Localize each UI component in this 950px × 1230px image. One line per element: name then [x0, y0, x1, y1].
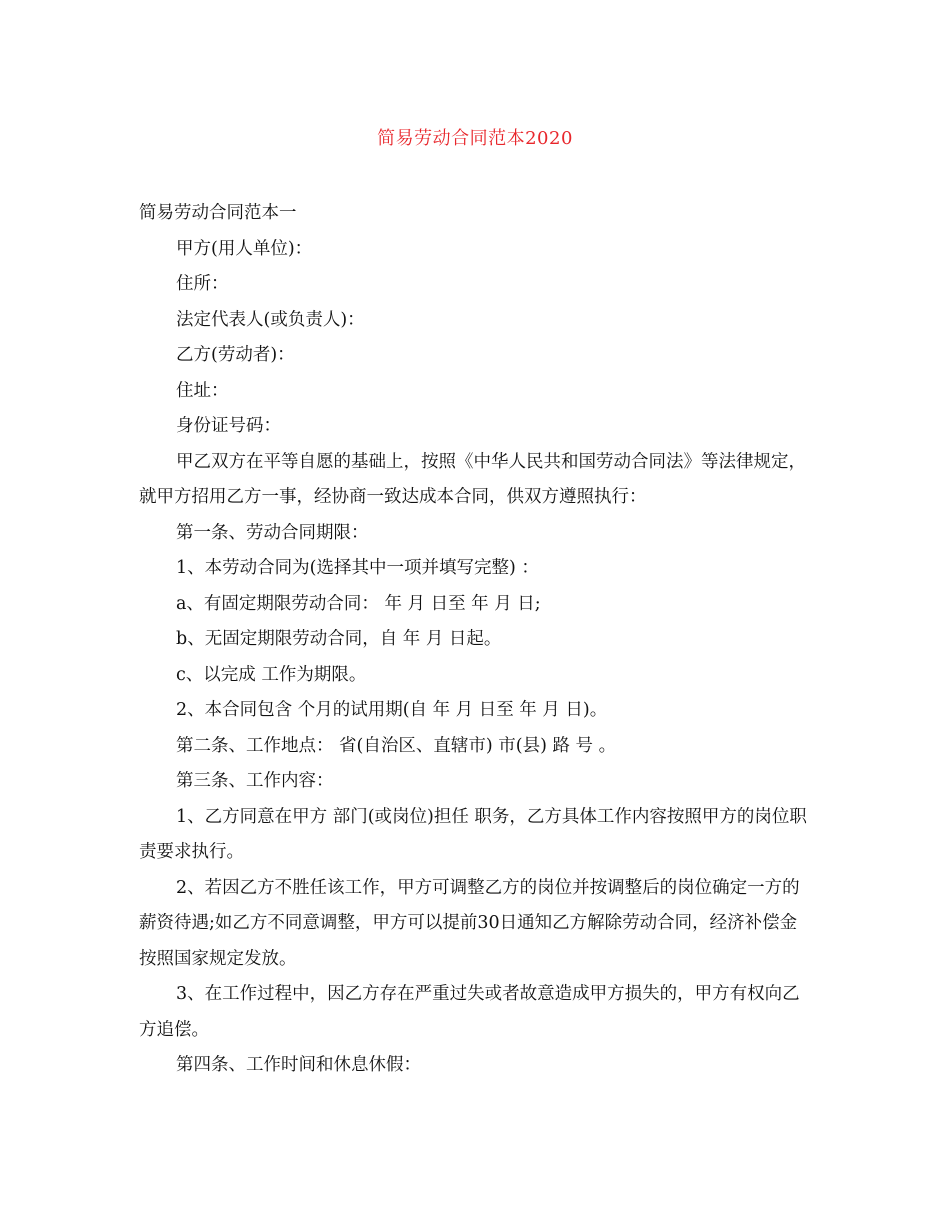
article-3-clause-1: 1、乙方同意在甲方 部门(或岗位)担任 职务，乙方具体工作内容按照甲方的岗位职责要求执行。: [139, 806, 807, 862]
article-4-heading: 第四条、工作时间和休息休假：: [176, 1055, 421, 1075]
article-3-clause-2: 2、若因乙方不胜任该工作，甲方可调整乙方的岗位并按调整后的岗位确定一方的薪资待遇;如乙方不同意调整，甲方可以提前30日通知乙方解除劳动合同，经济补偿金按照国家规定发放。: [139, 877, 800, 969]
article-1-clause: 1、本劳动合同为(选择其中一项并填写完整) ：: [176, 558, 539, 578]
article-1-probation-clause: 2、本合同包含 个月的试用期(自 年 月 日至 年 月 日)。: [176, 700, 608, 720]
article-2-heading: 第二条、工作地点： 省(自治区、直辖市) 市(县) 路 号 。: [176, 735, 617, 756]
article-1-option-b: b、无固定期限劳动合同，自 年 月 日起。: [176, 629, 502, 649]
article-1-option-c: c、以完成 工作为期限。: [176, 664, 367, 685]
party-b-address-field: 住址：: [176, 380, 229, 401]
id-number-field: 身份证号码：: [176, 416, 281, 436]
party-a-field: 甲方(用人单位)：: [176, 238, 313, 259]
party-b-field: 乙方(劳动者)：: [176, 345, 295, 365]
party-a-address-field: 住所：: [176, 274, 229, 294]
article-1-option-a: a、有固定期限劳动合同： 年 月 日至 年 月 日;: [176, 593, 541, 614]
article-1-heading: 第一条、劳动合同期限：: [176, 522, 369, 543]
preamble-paragraph: 甲乙双方在平等自愿的基础上，按照《中华人民共和国劳动合同法》等法律规定，就甲方招用乙方一事，经协商一致达成本合同，供双方遵照执行：: [139, 451, 806, 507]
document-title: 简易劳动合同范本2020: [377, 128, 573, 149]
legal-representative-field: 法定代表人(或负责人)：: [176, 309, 365, 330]
document-body: [139, 196, 811, 1084]
article-3-heading: 第三条、工作内容：: [176, 771, 334, 791]
section-heading: 简易劳动合同范本一: [139, 203, 297, 223]
article-3-clause-3: 3、在工作过程中，因乙方存在严重过失或者故意造成甲方损失的，甲方有权向乙方追偿。: [139, 984, 800, 1040]
